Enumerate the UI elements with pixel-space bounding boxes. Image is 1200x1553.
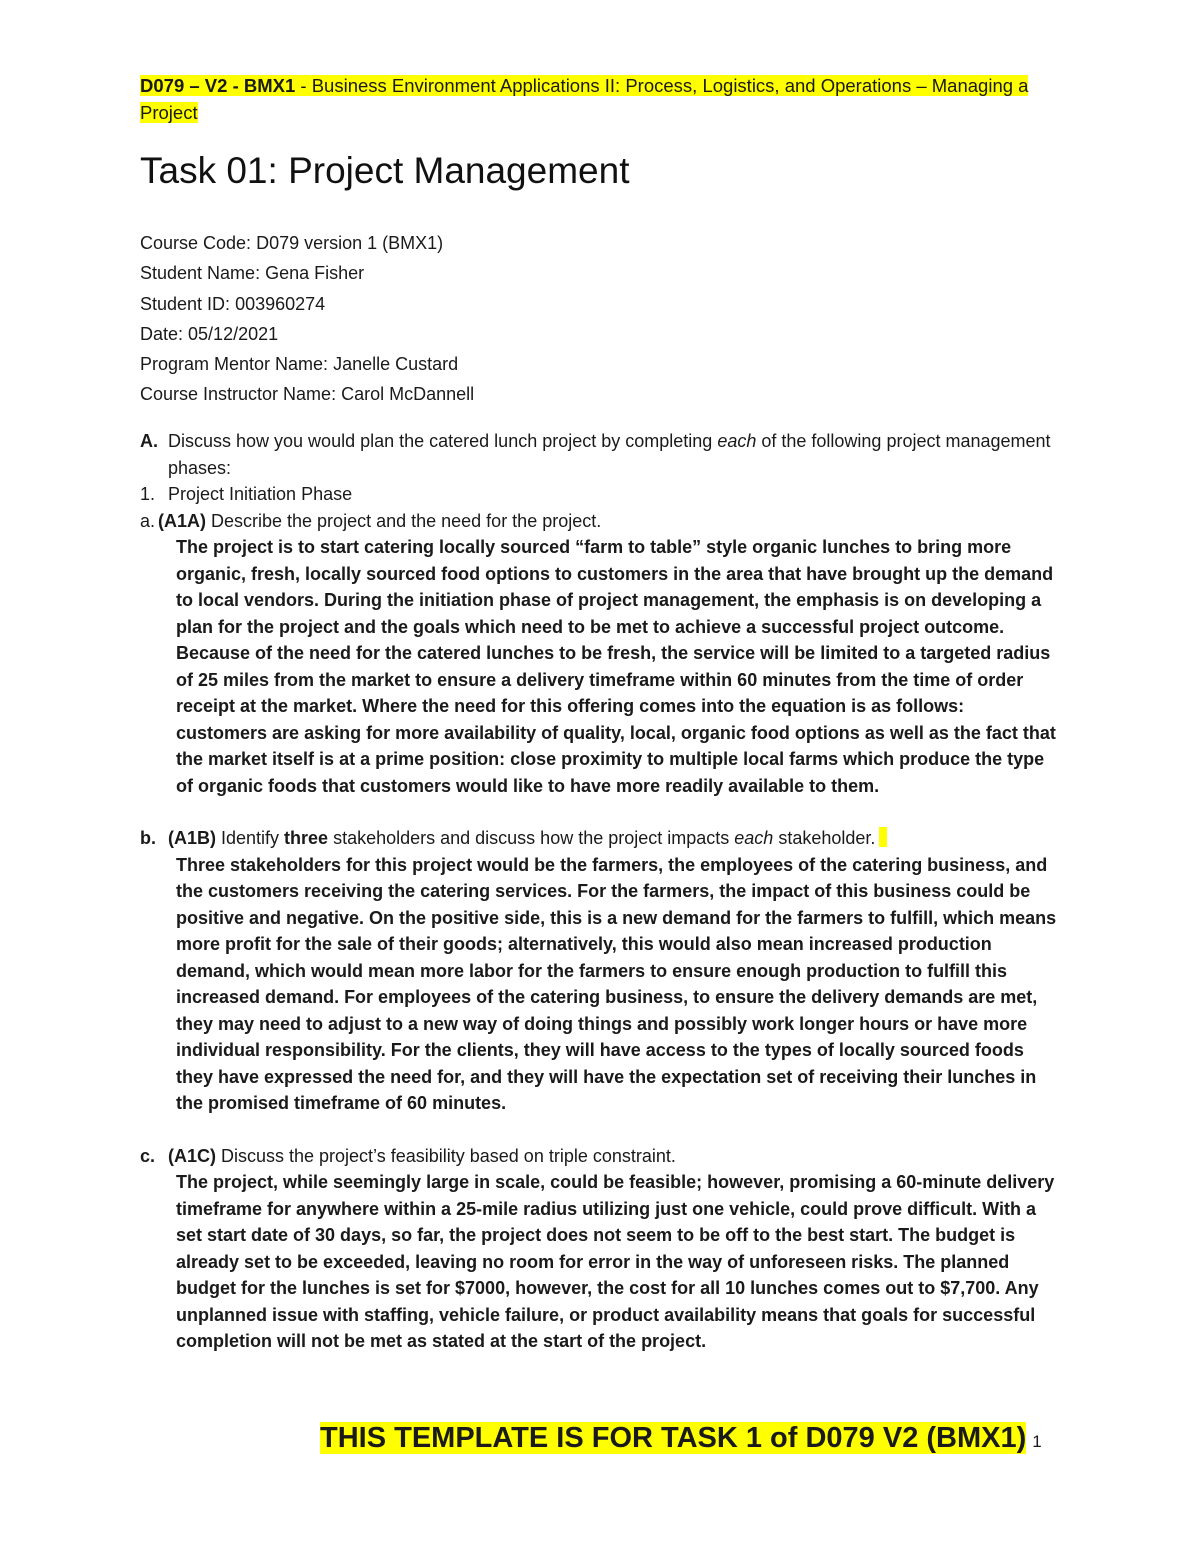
student-id-line [140, 289, 474, 319]
spacer [140, 1117, 1060, 1143]
course-header-highlight [140, 75, 1028, 123]
course-code-line [140, 228, 474, 258]
student-name-label: Student Name: [140, 263, 261, 284]
item-b-code: (A1B) [168, 828, 216, 848]
page-title: Task 01: Project Management [140, 150, 630, 191]
mentor-value: Janelle Custard [328, 354, 459, 375]
item-b-question-bold: three [284, 828, 329, 848]
mentor-line [140, 349, 474, 379]
section-a-emphasis: each [717, 431, 757, 451]
item-a-question-text: Describe the project and the need for the project. [206, 510, 602, 531]
instructor-value: Carol McDannell [336, 384, 475, 405]
item-c-marker: c. [140, 1145, 156, 1166]
item-c-code: (A1C) [168, 1145, 216, 1166]
mentor-label: Program Mentor Name: [140, 354, 329, 375]
footer [320, 1418, 1042, 1462]
item-a [140, 508, 1060, 800]
item-c-question [140, 1143, 1060, 1170]
item-a-answer: The project is to start catering locally sourced “farm to table” style organic lunches to bring more organic, fresh, locally sourced food options to customers in the area that have brought up the demand to local vendors. During the initiation phase of project management, the emphasis is on developing a plan for the project and the goals which need to be met to achieve a successful project outcome. Because of the need for the catered lunches to be fresh, the service will be limited to a targeted radius of 25 miles from the market to ensure a delivery timeframe within 60 minutes from the time of order receipt at the market. Where the need for this offering comes into the equation is as follows: customers are asking for more availability of quality, local, organic food options as well as the fact that the market itself is at a prime position: close proximity to multiple local farms which produce the type of organic foods that customers would like to have more readily available to them. [176, 537, 1056, 796]
instructor-line [140, 379, 474, 409]
date-value: 05/12/2021 [183, 323, 279, 344]
item-b-question [140, 825, 1060, 852]
item-b-marker: b. [140, 828, 156, 848]
course-code-bold: D079 – V2 - BMX1 [140, 75, 296, 96]
item-b [140, 825, 1060, 1117]
student-info [140, 228, 474, 410]
item-b-answer: Three stakeholders for this project would be the farmers, the employees of the catering business, and the customers receiving the catering services. For the farmers, the impact of this business could be positive and negative. On the positive side, this is a new demand for the farmers to fulfill, which means more profit for the sale of their goods; alternatively, this would also mean increased production demand, which would mean more labor for the farmers to ensure enough production to fulfill this increased demand. For employees of the catering business, to ensure the delivery demands are met, they may need to adjust to a new way of doing things and possibly work longer hours or have more individual responsibility. For the clients, they will have access to the types of locally sourced foods they have expressed the need for, and they will have the expectation set of receiving their lunches in the promised timeframe of 60 minutes. [176, 854, 1057, 1113]
item-b-question-emphasis: each [734, 828, 774, 848]
student-id-value: 003960274 [230, 293, 326, 314]
page-number: 1 [1032, 1432, 1042, 1451]
date-line [140, 319, 474, 349]
phase-1 [140, 481, 1060, 508]
text-cursor-highlight [879, 827, 887, 847]
student-name-value: Gena Fisher [260, 263, 365, 284]
item-b-question-text: Identify [216, 828, 285, 848]
spacer [140, 799, 1060, 825]
section-a [140, 428, 1060, 481]
item-a-question [140, 508, 1060, 535]
item-b-question-text: stakeholders and discuss how the project impacts [328, 828, 735, 848]
student-name-line [140, 258, 474, 288]
item-c-question-text: Discuss the project’s feasibility based on triple constraint. [216, 1145, 676, 1166]
item-a-marker: a. [140, 510, 156, 531]
section-a-text-part: of the following project management phases: [168, 431, 1051, 478]
section-a-marker: A. [140, 431, 158, 451]
item-c-answer: The project, while seemingly large in scale, could be feasible; however, promising a 60-minute delivery timeframe for anywhere within a 25-mile radius utilizing just one vehicle, could prove difficult. With a set start date of 30 days, so far, the project does not seem to be off to the best start. The budget is already set to be exceeded, leaving no room for error in the way of unforeseen risks. The planned budget for the lunches is set for $7000, however, the cost for all 10 lunches comes out to $7,700. Any unplanned issue with staffing, vehicle failure, or product availability means that goals for successful completion will not be met as stated at the start of the project. [176, 1172, 1055, 1351]
course-title: - Business Environment Applications II: Process, Logistics, and Operations – Managing a Project [140, 75, 1029, 123]
student-id-label: Student ID: [140, 293, 231, 314]
course-header [140, 72, 1060, 126]
item-c [140, 1143, 1060, 1355]
phase-1-title: Project Initiation Phase [168, 484, 353, 504]
course-code-value: D079 version 1 (BMX1) [251, 233, 444, 253]
footer-banner: THIS TEMPLATE IS FOR TASK 1 of D079 V2 (BMX1) [320, 1422, 1027, 1454]
date-label: Date: [140, 323, 184, 344]
phase-1-marker: 1. [140, 484, 156, 504]
instructor-label: Course Instructor Name: [140, 384, 337, 405]
item-b-question-text: stakeholder. [773, 828, 876, 848]
course-code-label: Course Code: [140, 233, 252, 253]
section-a-text [140, 428, 1060, 481]
task-content [140, 428, 1060, 1355]
section-a-text-part: Discuss how you would plan the catered lunch project by completing [168, 431, 718, 451]
item-a-code: (A1A) [158, 510, 206, 531]
